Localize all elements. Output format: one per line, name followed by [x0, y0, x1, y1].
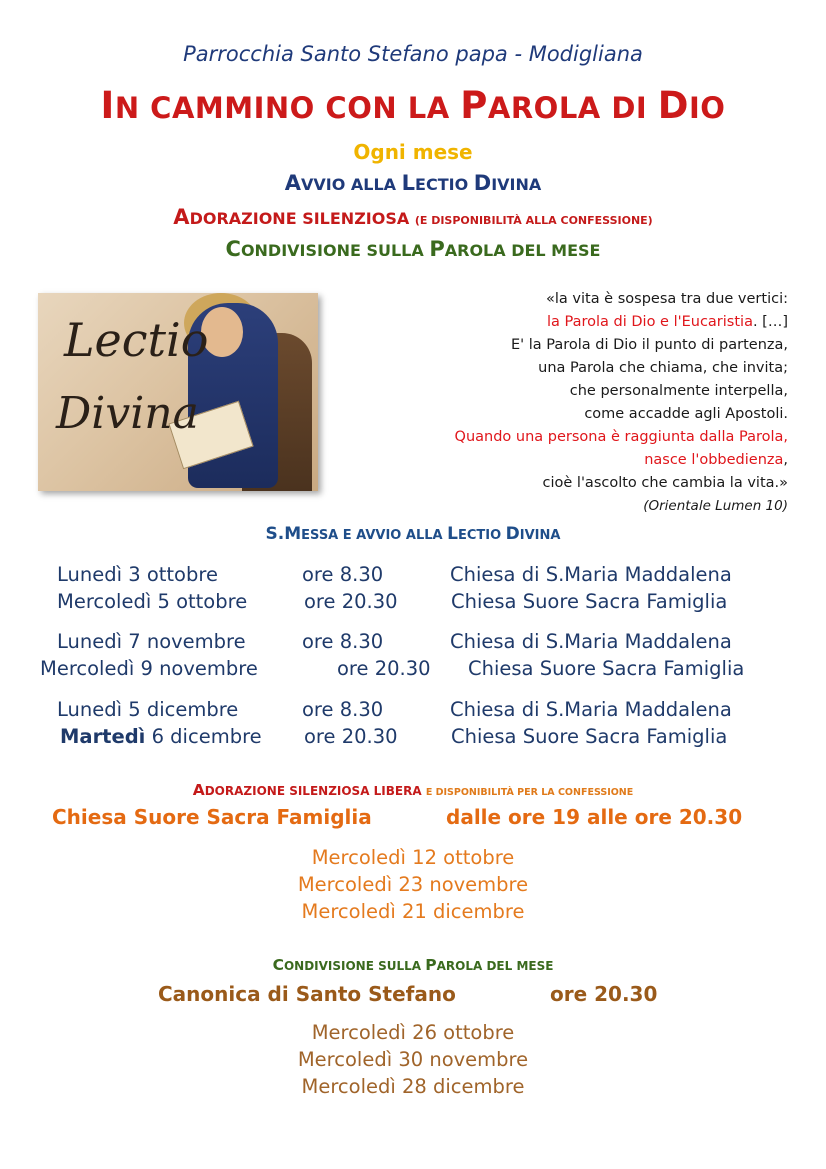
messa-day: Lunedì 3 ottobre — [57, 563, 218, 586]
avvio-heading: AVVIO ALLA LECTIO DIVINA — [284, 171, 542, 195]
messa-day: Martedì 6 dicembre — [60, 725, 262, 748]
messa-day: Lunedì 7 novembre — [57, 630, 246, 653]
messa-time: ore 8.30 — [302, 698, 384, 721]
messa-place: Chiesa di S.Maria Maddalena — [450, 698, 732, 721]
quote-line: Quando una persona è raggiunta dalla Parola, — [454, 429, 788, 445]
messa-place: Chiesa Suore Sacra Famiglia — [468, 657, 745, 680]
quote-block — [455, 288, 788, 518]
messa-time: ore 20.30 — [304, 590, 398, 613]
messa-time: ore 20.30 — [337, 657, 431, 680]
adorazione-place: Chiesa Suore Sacra Famiglia — [52, 805, 372, 829]
messa-heading: S.MESSA E AVVIO ALLA LECTIO DIVINA — [265, 524, 561, 544]
quote-line: E' la Parola di Dio il punto di partenza, — [510, 337, 788, 353]
quote-line: come accadde agli Apostoli. — [584, 406, 788, 422]
quote-line: «la vita è sospesa tra due vertici: — [546, 291, 788, 307]
adorazione-date: Mercoledì 12 ottobre — [311, 846, 515, 869]
condivisione-heading: CONDIVISIONE SULLA PAROLA DEL MESE — [225, 237, 601, 261]
messa-day: Mercoledì 5 ottobre — [57, 590, 248, 613]
messa-place: Chiesa di S.Maria Maddalena — [450, 563, 732, 586]
parish-name: Parrocchia Santo Stefano papa - Modigliana — [183, 42, 643, 66]
condivisione-hours: ore 20.30 — [550, 982, 658, 1006]
quote-line: cioè l'ascolto che cambia la vita.» — [542, 475, 788, 491]
messa-time: ore 8.30 — [302, 563, 384, 586]
messa-day: Mercoledì 9 novembre — [40, 657, 258, 680]
messa-time: ore 8.30 — [302, 630, 384, 653]
condivisione-place: Canonica di Santo Stefano — [158, 982, 456, 1006]
messa-time: ore 20.30 — [304, 725, 398, 748]
messa-place: Chiesa Suore Sacra Famiglia — [451, 590, 728, 613]
image-word-divina: Divina — [56, 388, 199, 439]
messa-day: Lunedì 5 dicembre — [57, 698, 239, 721]
condivisione-mese-heading: CONDIVISIONE SULLA PAROLA DEL MESE — [272, 956, 554, 974]
page-title: IN CAMMINO CON LA PAROLA DI DIO — [100, 84, 726, 127]
quote-line: la Parola di Dio e l'Eucaristia. […] — [547, 314, 788, 330]
adorazione-libera-heading: ADORAZIONE SILENZIOSA LIBERA E DISPONIBILITÀ PER LA CONFESSIONE — [192, 781, 634, 799]
adorazione-hours: dalle ore 19 alle ore 20.30 — [446, 805, 743, 829]
adorazione-date: Mercoledì 23 novembre — [297, 873, 529, 896]
messa-place: Chiesa di S.Maria Maddalena — [450, 630, 732, 653]
quote-line: nasce l'obbedienza, — [644, 452, 788, 468]
messa-place: Chiesa Suore Sacra Famiglia — [451, 725, 728, 748]
quote-source: (Orientale Lumen 10) — [643, 498, 788, 514]
ogni-mese-label: Ogni mese — [353, 140, 473, 164]
condivisione-date: Mercoledì 30 novembre — [297, 1048, 529, 1071]
condivisione-date: Mercoledì 26 ottobre — [311, 1021, 515, 1044]
adorazione-heading: ADORAZIONE SILENZIOSA (E DISPONIBILITÀ ALLA CONFESSIONE) — [173, 205, 653, 229]
quote-line: una Parola che chiama, che invita; — [538, 360, 788, 376]
image-word-lectio: Lectio — [64, 313, 209, 367]
adorazione-date: Mercoledì 21 dicembre — [301, 900, 525, 923]
quote-line: che personalmente interpella, — [569, 383, 788, 399]
lectio-divina-image — [38, 293, 318, 491]
condivisione-date: Mercoledì 28 dicembre — [301, 1075, 525, 1098]
